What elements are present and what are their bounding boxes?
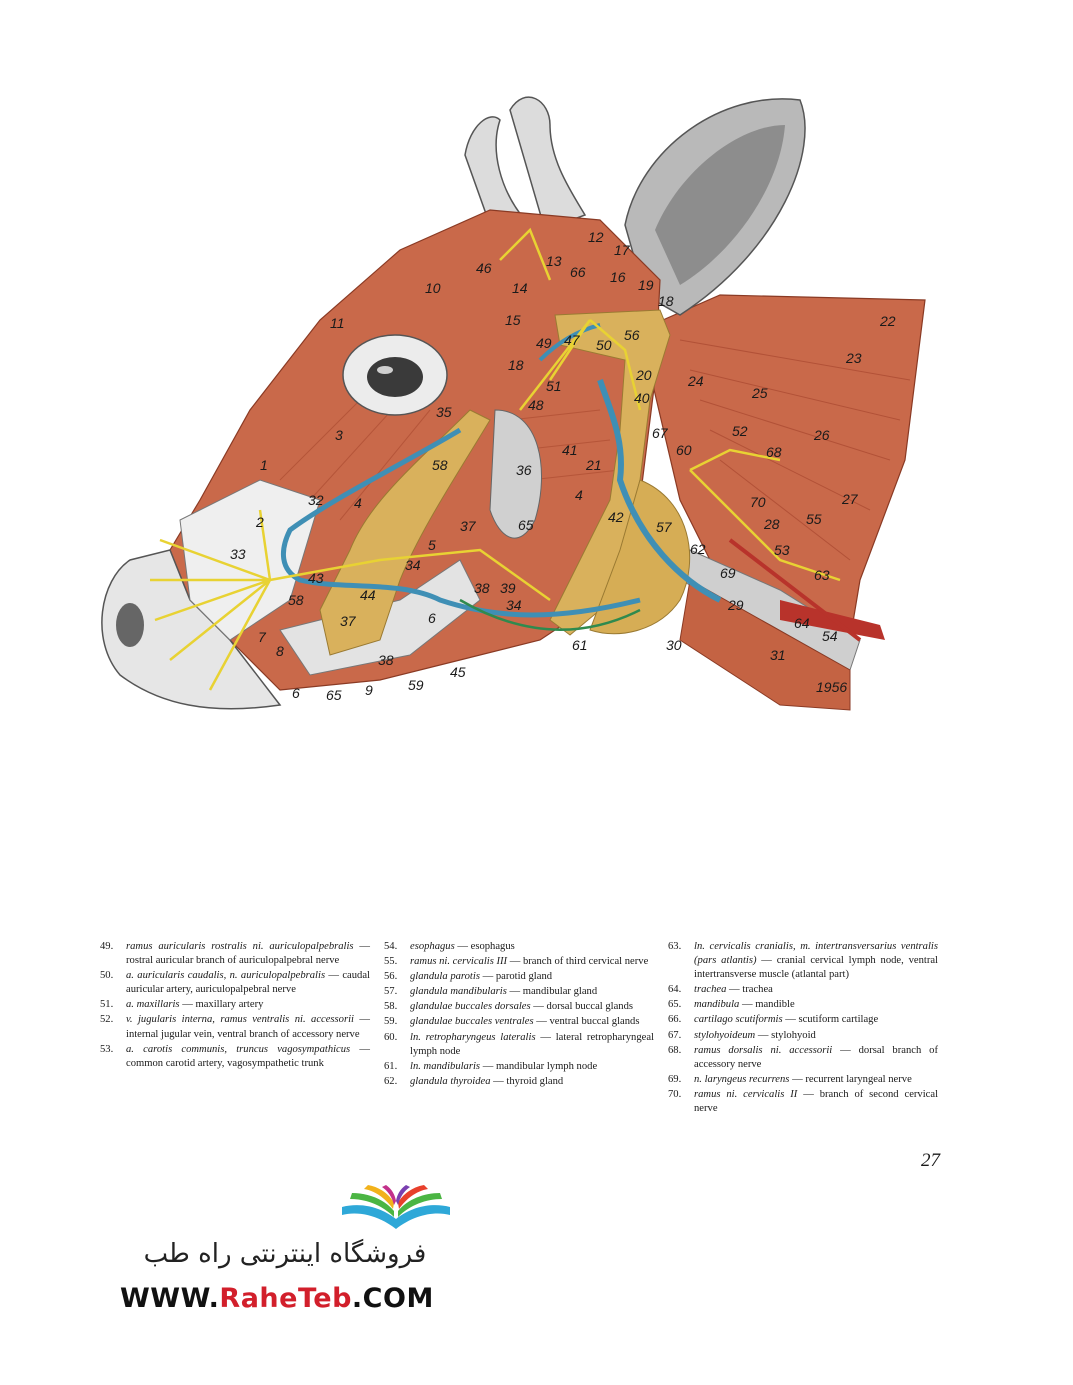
fig-label-21: 21 [586, 457, 602, 473]
fig-label-70: 70 [750, 494, 766, 510]
legend-column-3 [668, 940, 938, 1117]
fig-label-41: 41 [562, 442, 578, 458]
legend-latin-term: glandulae buccales dorsales [410, 1001, 531, 1013]
shop-url[interactable] [120, 1283, 470, 1314]
legend-description [694, 1088, 938, 1116]
fig-label-49: 49 [536, 335, 552, 351]
legend-latin-term: v. jugularis interna, ramus ventralis ni. accessorii [126, 1014, 354, 1026]
legend-english-term: — mandibular lymph node [480, 1060, 598, 1072]
legend-item [100, 998, 370, 1012]
watermark [110, 1185, 470, 1325]
url-suffix: .COM [351, 1283, 434, 1314]
legend-latin-term: trachea [694, 984, 727, 996]
legend-description [126, 969, 370, 997]
legend-description [410, 1060, 654, 1074]
legend-latin-term: ln. mandibularis [410, 1060, 481, 1072]
fig-label-38: 38 [474, 580, 490, 596]
legend-english-term: — stylohyoid [755, 1029, 816, 1041]
legend-description [410, 970, 654, 984]
legend-english-term: — parotid gland [479, 971, 553, 983]
fig-label-13: 13 [546, 253, 562, 269]
legend-item [668, 940, 938, 982]
legend-number: 65. [668, 999, 682, 1011]
eye-highlight [377, 366, 393, 374]
legend-description [410, 985, 654, 999]
fig-label-48: 48 [528, 397, 544, 413]
legend-item [100, 1043, 370, 1071]
fig-label-50: 50 [596, 337, 612, 353]
fig-label-29: 29 [728, 597, 744, 613]
fig-label-62: 62 [690, 541, 706, 557]
legend-description [694, 940, 938, 982]
legend-description [410, 1015, 654, 1029]
legend-latin-term: ln. cervicalis cranialis, m. intertransversarius ventralis (pars atlantis) [694, 941, 938, 967]
fig-label-33: 33 [230, 546, 246, 562]
legend-item [668, 983, 938, 997]
legend-number: 49. [100, 941, 114, 952]
fig-label-19: 19 [638, 277, 654, 293]
legend-description [694, 983, 938, 997]
legend-latin-term: stylohyoideum [694, 1029, 756, 1041]
fig-label-20: 20 [636, 367, 652, 383]
fig-label-68: 68 [766, 444, 782, 460]
anatomy-illustration [80, 80, 960, 720]
fig-label-37b: 37 [340, 613, 356, 629]
fig-label-37: 37 [460, 518, 476, 534]
fig-label-34: 34 [405, 557, 421, 573]
fig-label-27: 27 [842, 491, 858, 507]
fig-label-69: 69 [720, 565, 736, 581]
fig-label-56: 56 [624, 327, 640, 343]
legend-english-term: — lateral retropharyngeal lymph node [410, 1031, 654, 1057]
fig-label-45: 45 [450, 664, 466, 680]
fig-label-65: 65 [518, 517, 534, 533]
legend-description [126, 998, 370, 1012]
fig-label-43: 43 [308, 570, 324, 586]
fig-label-65b: 65 [326, 687, 342, 703]
fig-label-64: 64 [794, 615, 810, 631]
legend-number: 50. [100, 970, 114, 982]
legend-latin-term: glandulae buccales ventrales [410, 1016, 534, 1028]
fig-label-6b: 6 [292, 685, 300, 701]
legend-number: 62. [384, 1075, 398, 1087]
fig-label-3: 3 [335, 427, 343, 443]
legend-latin-term: ramus auricularis rostralis ni. auriculopalpebralis [126, 941, 354, 952]
legend-latin-term: ln. retropharyngeus lateralis [410, 1031, 536, 1043]
legend-description [410, 940, 654, 954]
fig-label-17: 17 [614, 242, 630, 258]
fig-label-5: 5 [428, 537, 436, 553]
legend-latin-term: ramus ni. cervicalis II [694, 1088, 798, 1100]
legend-column-2 [384, 940, 654, 1117]
legend-number: 57. [384, 986, 398, 998]
fig-label-35: 35 [436, 404, 452, 420]
legend-number: 58. [384, 1001, 398, 1013]
fig-label-7: 7 [258, 629, 266, 645]
open-book-logo-icon [338, 1185, 454, 1233]
fig-label-58: 58 [432, 457, 448, 473]
legend-english-term: — recurrent laryngeal nerve [789, 1073, 912, 1085]
legend-item [384, 1015, 654, 1029]
fig-label-34b: 34 [506, 597, 522, 613]
legend-english-term: — maxillary artery [179, 999, 264, 1011]
legend-latin-term: ramus ni. cervicalis III [410, 956, 508, 968]
legend-number: 63. [668, 941, 682, 952]
legend-number: 59. [384, 1016, 398, 1028]
legend-description [694, 998, 938, 1012]
url-brand: RaheTeb [219, 1283, 352, 1314]
legend-english-term: — dorsal buccal glands [530, 1001, 634, 1013]
fig-label-2: 2 [256, 514, 264, 530]
legend-number: 68. [668, 1044, 682, 1056]
legend-description [126, 1013, 370, 1041]
legend-english-term: — branch of second cervical nerve [694, 1088, 939, 1115]
legend-english-term: — trachea [726, 984, 773, 996]
legend-english-term: — ventral buccal glands [533, 1016, 640, 1028]
legend-latin-term: cartilago scutiformis [694, 1014, 783, 1026]
legend-column-1 [100, 940, 370, 1117]
horn-right [510, 97, 585, 230]
legend-number: 55. [384, 956, 398, 968]
legend-english-term: — caudal auricular artery, auriculopalpebral nerve [126, 970, 370, 996]
fig-label-55: 55 [806, 511, 822, 527]
legend-item [384, 970, 654, 984]
legend-description [694, 1073, 938, 1087]
url-prefix: WWW. [120, 1283, 220, 1314]
fig-label-8: 8 [276, 643, 284, 659]
legend-number: 51. [100, 999, 114, 1011]
legend-latin-term: glandula thyroidea [410, 1075, 491, 1087]
legend-latin-term: a. carotis communis, truncus vagosympathicus [126, 1043, 351, 1055]
legend-description [126, 1043, 370, 1071]
legend-item [100, 940, 370, 968]
legend-description [694, 1044, 938, 1072]
legend-number: 61. [384, 1060, 398, 1072]
fig-label-22: 22 [880, 313, 896, 329]
fig-label-15: 15 [505, 312, 521, 328]
nostril [116, 603, 144, 647]
legend-number: 54. [384, 941, 398, 952]
legend-item [384, 1000, 654, 1014]
legend-description [694, 1029, 938, 1043]
legend-english-term: — esophagus [454, 941, 515, 952]
fig-label-30: 30 [666, 637, 682, 653]
legend-latin-term: a. auricularis caudalis, n. auriculopalpebralis [126, 970, 326, 982]
legend-english-term: — rostral auricular branch of auriculopalpebral nerve [126, 941, 370, 967]
legend-item [668, 1088, 938, 1116]
legend-description [694, 1013, 938, 1027]
legend-description [126, 940, 370, 968]
legend-description [410, 1075, 654, 1089]
legend-item [668, 998, 938, 1012]
legend-item [384, 985, 654, 999]
fig-label-4b: 4 [575, 487, 583, 503]
legend-number: 67. [668, 1029, 682, 1041]
legend-english-term: — cranial cervical lymph node, ventral intertransverse muscle (atlantal part) [694, 955, 938, 981]
fig-label-9: 9 [365, 682, 373, 698]
fig-label-59: 59 [408, 677, 424, 693]
fig-label-23: 23 [846, 350, 862, 366]
fig-label-40: 40 [634, 390, 650, 406]
fig-label-57: 57 [656, 519, 672, 535]
fig-label-39: 39 [500, 580, 516, 596]
legend-number: 52. [100, 1014, 114, 1026]
legend-latin-term: ramus dorsalis ni. accessorii [694, 1044, 833, 1056]
legend-latin-term: a. maxillaris [126, 999, 180, 1011]
legend-english-term: — mandibular gland [506, 986, 598, 998]
fig-label-36: 36 [516, 462, 532, 478]
fig-label-16: 16 [610, 269, 626, 285]
legend-item [100, 969, 370, 997]
fig-label-54: 54 [822, 628, 838, 644]
legend-item [384, 1075, 654, 1089]
fig-label-63: 63 [814, 567, 830, 583]
legend-english-term: — branch of third cervical nerve [507, 956, 649, 968]
legend-english-term: — scutiform cartilage [782, 1014, 879, 1026]
legend-item [384, 1060, 654, 1074]
artist-year-mark: 1956 [816, 679, 848, 695]
fig-label-18b: 18 [658, 293, 674, 309]
fig-label-47: 47 [564, 332, 580, 348]
fig-label-11: 11 [330, 315, 345, 331]
legend-item [384, 940, 654, 954]
fig-label-52: 52 [732, 423, 748, 439]
legend-description [410, 1031, 654, 1059]
fig-label-61: 61 [572, 637, 588, 653]
fig-label-26: 26 [814, 427, 830, 443]
page-number: 27 [921, 1150, 940, 1171]
shop-name: فروشگاه اینترنتی راه طب [143, 1239, 427, 1269]
legend-number: 53. [100, 1043, 114, 1055]
legend-latin-term: n. laryngeus recurrens [694, 1073, 790, 1085]
legend-english-term: — internal jugular vein, ventral branch of accessory nerve [126, 1014, 370, 1040]
legend-item [668, 1029, 938, 1043]
figure-legend [100, 940, 940, 1117]
fig-label-6: 6 [428, 610, 436, 626]
fig-label-53: 53 [774, 542, 790, 558]
fig-label-44: 44 [360, 587, 376, 603]
fig-label-25: 25 [752, 385, 768, 401]
legend-english-term: — dorsal branch of accessory nerve [694, 1044, 938, 1070]
fig-label-51: 51 [546, 378, 562, 394]
fig-label-1: 1 [260, 457, 268, 473]
legend-number: 70. [668, 1088, 682, 1100]
fig-label-66: 66 [570, 264, 586, 280]
legend-latin-term: esophagus [410, 941, 455, 952]
legend-number: 69. [668, 1073, 682, 1085]
cattle-head-dissection-figure [80, 80, 960, 720]
legend-number: 56. [384, 971, 398, 983]
legend-number: 66. [668, 1014, 682, 1026]
legend-number: 64. [668, 984, 682, 996]
legend-english-term: — common carotid artery, vagosympathetic trunk [126, 1043, 370, 1069]
legend-description [410, 1000, 654, 1014]
eye [367, 357, 423, 397]
legend-english-term: — thyroid gland [490, 1075, 564, 1087]
legend-item [100, 1013, 370, 1041]
fig-label-32: 32 [308, 492, 324, 508]
legend-item [668, 1044, 938, 1072]
legend-english-term: — mandible [739, 999, 795, 1011]
legend-number: 60. [384, 1031, 398, 1043]
fig-label-12: 12 [588, 229, 604, 245]
fig-label-46: 46 [476, 260, 492, 276]
legend-item [384, 1031, 654, 1059]
fig-label-60: 60 [676, 442, 692, 458]
fig-label-31: 31 [770, 647, 786, 663]
legend-item [668, 1073, 938, 1087]
legend-description [410, 955, 654, 969]
fig-label-10: 10 [425, 280, 441, 296]
fig-label-4: 4 [354, 495, 362, 511]
legend-latin-term: glandula parotis [410, 971, 480, 983]
fig-label-58b: 58 [288, 592, 304, 608]
legend-latin-term: mandibula [694, 999, 740, 1011]
legend-latin-term: glandula mandibularis [410, 986, 507, 998]
fig-label-14: 14 [512, 280, 528, 296]
fig-label-28: 28 [764, 516, 780, 532]
fig-label-42: 42 [608, 509, 624, 525]
fig-label-18: 18 [508, 357, 524, 373]
legend-item [384, 955, 654, 969]
fig-label-67: 67 [652, 425, 668, 441]
fig-label-38b: 38 [378, 652, 394, 668]
legend-item [668, 1013, 938, 1027]
fig-label-24: 24 [688, 373, 704, 389]
